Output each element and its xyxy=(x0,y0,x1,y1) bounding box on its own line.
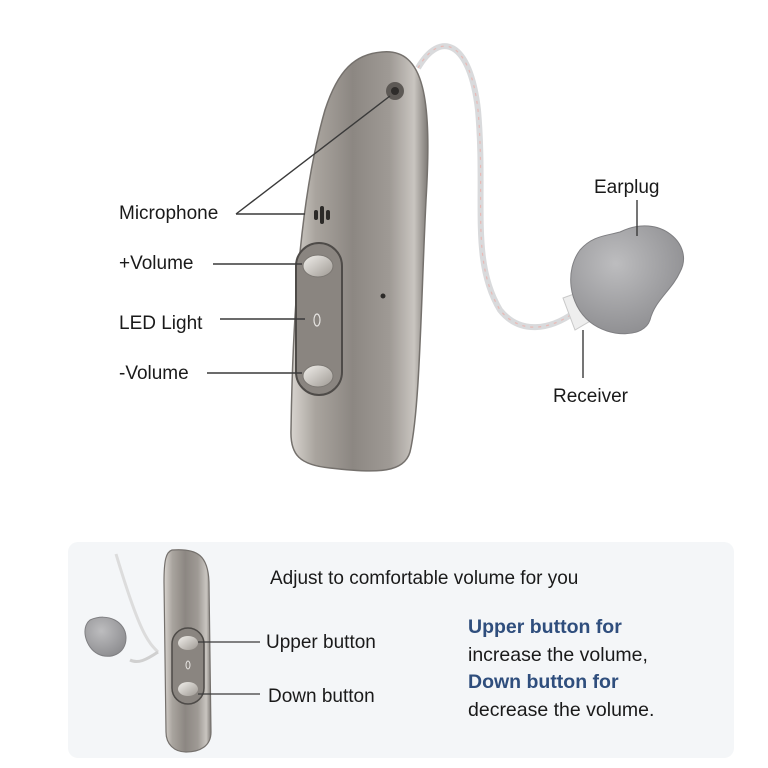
instruction-line-2: increase the volume, xyxy=(468,643,648,666)
volume-up-label: +Volume xyxy=(119,253,194,274)
volume-up-button[interactable] xyxy=(303,255,333,277)
small-device-illustration xyxy=(68,542,268,758)
led-light-label: LED Light xyxy=(119,313,203,334)
instruction-line-1: Upper button for xyxy=(468,616,622,638)
small-earplug-icon xyxy=(85,617,126,656)
panel-title: Adjust to comfortable volume for you xyxy=(270,568,579,589)
down-button-label: Down button xyxy=(268,686,375,707)
earplug-icon xyxy=(571,226,684,334)
microphone-label: Microphone xyxy=(119,203,219,224)
receiver-wire xyxy=(418,46,575,327)
volume-down-label: -Volume xyxy=(119,363,189,384)
instruction-line-4: decrease the volume. xyxy=(468,698,655,721)
volume-down-button[interactable] xyxy=(303,365,333,387)
upper-button-label: Upper button xyxy=(266,632,376,653)
earplug-label: Earplug xyxy=(594,177,660,198)
instructions xyxy=(468,614,654,724)
instruction-line-3: Down button for xyxy=(468,671,619,693)
receiver-label: Receiver xyxy=(553,386,628,407)
